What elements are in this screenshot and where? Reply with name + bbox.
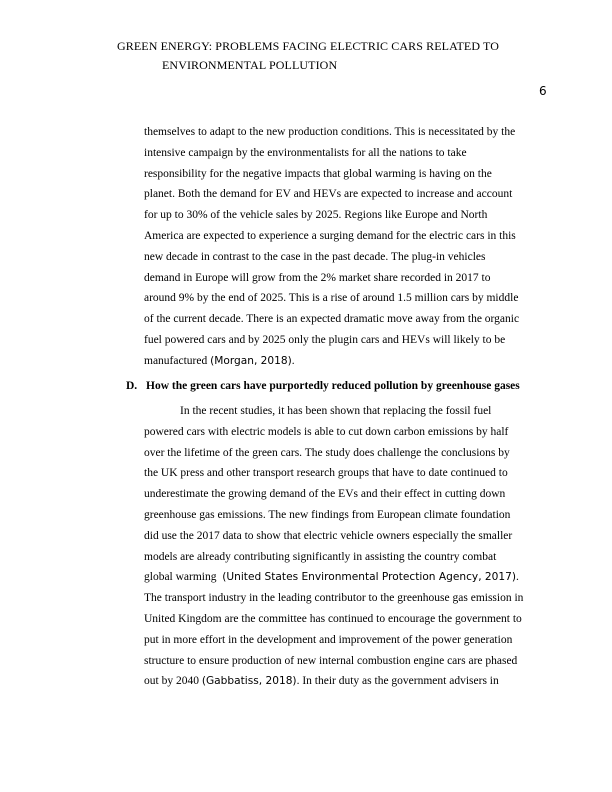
text-line: demand in Europe will grow from the 2% market share recorded in 2017 to: [144, 271, 491, 284]
text-line: over the lifetime of the green cars. The study does challenge the conclusions by: [144, 446, 510, 459]
text-line: put in more effort in the development and improvement of the power generation: [144, 633, 513, 646]
text-line: new decade in contrast to the case in the past decade. The plug-in vehicles: [144, 250, 486, 263]
header-title-line-2: ENVIRONMENTAL POLLUTION: [162, 58, 338, 72]
text-line: the UK press and other transport research groups that have to date continued to: [144, 467, 508, 480]
text-fragment: .: [291, 354, 295, 367]
text-line: powered cars with electric models is able to cut down carbon emissions by half: [144, 425, 509, 438]
text-line: underestimate the growing demand of the EVs and their effect in cutting down: [144, 488, 506, 501]
text-line: greenhouse gas emissions. The new findings from European climate foundation: [144, 508, 511, 521]
text-line: around 9% by the end of 2025. This is a rise of around 1.5 million cars by middle: [144, 292, 519, 305]
text-line: structure to ensure production of new internal combustion engine cars are phased: [144, 654, 518, 667]
header-title-line-1: GREEN ENERGY: PROBLEMS FACING ELECTRIC CARS RELATED TO: [117, 39, 499, 53]
text-fragment: .: [516, 571, 519, 584]
paragraph-1: [144, 122, 544, 372]
text-line-with-citation: [144, 351, 544, 372]
text-line-with-citation: [144, 671, 544, 692]
section-heading: [126, 380, 520, 392]
text-line: In the recent studies, it has been shown that replacing the fossil fuel: [180, 405, 492, 417]
text-line: did use the 2017 data to show that electric vehicle owners especially the smaller: [144, 529, 513, 542]
text-line: The transport industry in the leading contributor to the greenhouse gas emission in: [144, 592, 524, 605]
citation: (Morgan, 2018): [210, 354, 292, 367]
citation: (Gabbatiss, 2018): [201, 675, 297, 688]
text-fragment: out by 2040: [144, 675, 202, 688]
text-fragment: manufactured: [144, 354, 211, 367]
text-line: models are already contributing significantly in assisting the country combat: [144, 550, 497, 563]
text-line: planet. Both the demand for EV and HEVs are expected to increase and account: [144, 188, 513, 201]
paragraph-2: [144, 401, 544, 692]
section-letter: D.: [126, 380, 138, 392]
text-line: United Kingdom are the committee has continued to encourage the government to: [144, 612, 522, 625]
text-line: intensive campaign by the environmentalists for all the nations to take: [144, 146, 467, 159]
text-line-with-citation: [144, 567, 544, 588]
text-fragment: . In their duty as the government advisers in: [296, 675, 499, 688]
text-line: themselves to adapt to the new production conditions. This is necessitated by the: [144, 126, 516, 138]
text-fragment: global warming: [144, 571, 223, 584]
text-line: America are expected to experience a surging demand for the electric cars in this: [144, 229, 516, 242]
citation: (United States Environmental Protection Agency, 2017): [222, 571, 517, 584]
text-line: of the current decade. There is an expected dramatic move away from the organic: [144, 313, 520, 326]
text-line: fuel powered cars and by 2025 only the plugin cars and HEVs will likely to be: [144, 333, 506, 346]
section-title: How the green cars have purportedly reduced pollution by greenhouse gases: [146, 380, 520, 392]
text-line: responsibility for the negative impacts that global warming is having on the: [144, 167, 492, 180]
page-number: 6: [539, 84, 547, 98]
text-line: for up to 30% of the vehicle sales by 2025. Regions like Europe and North: [144, 209, 488, 222]
